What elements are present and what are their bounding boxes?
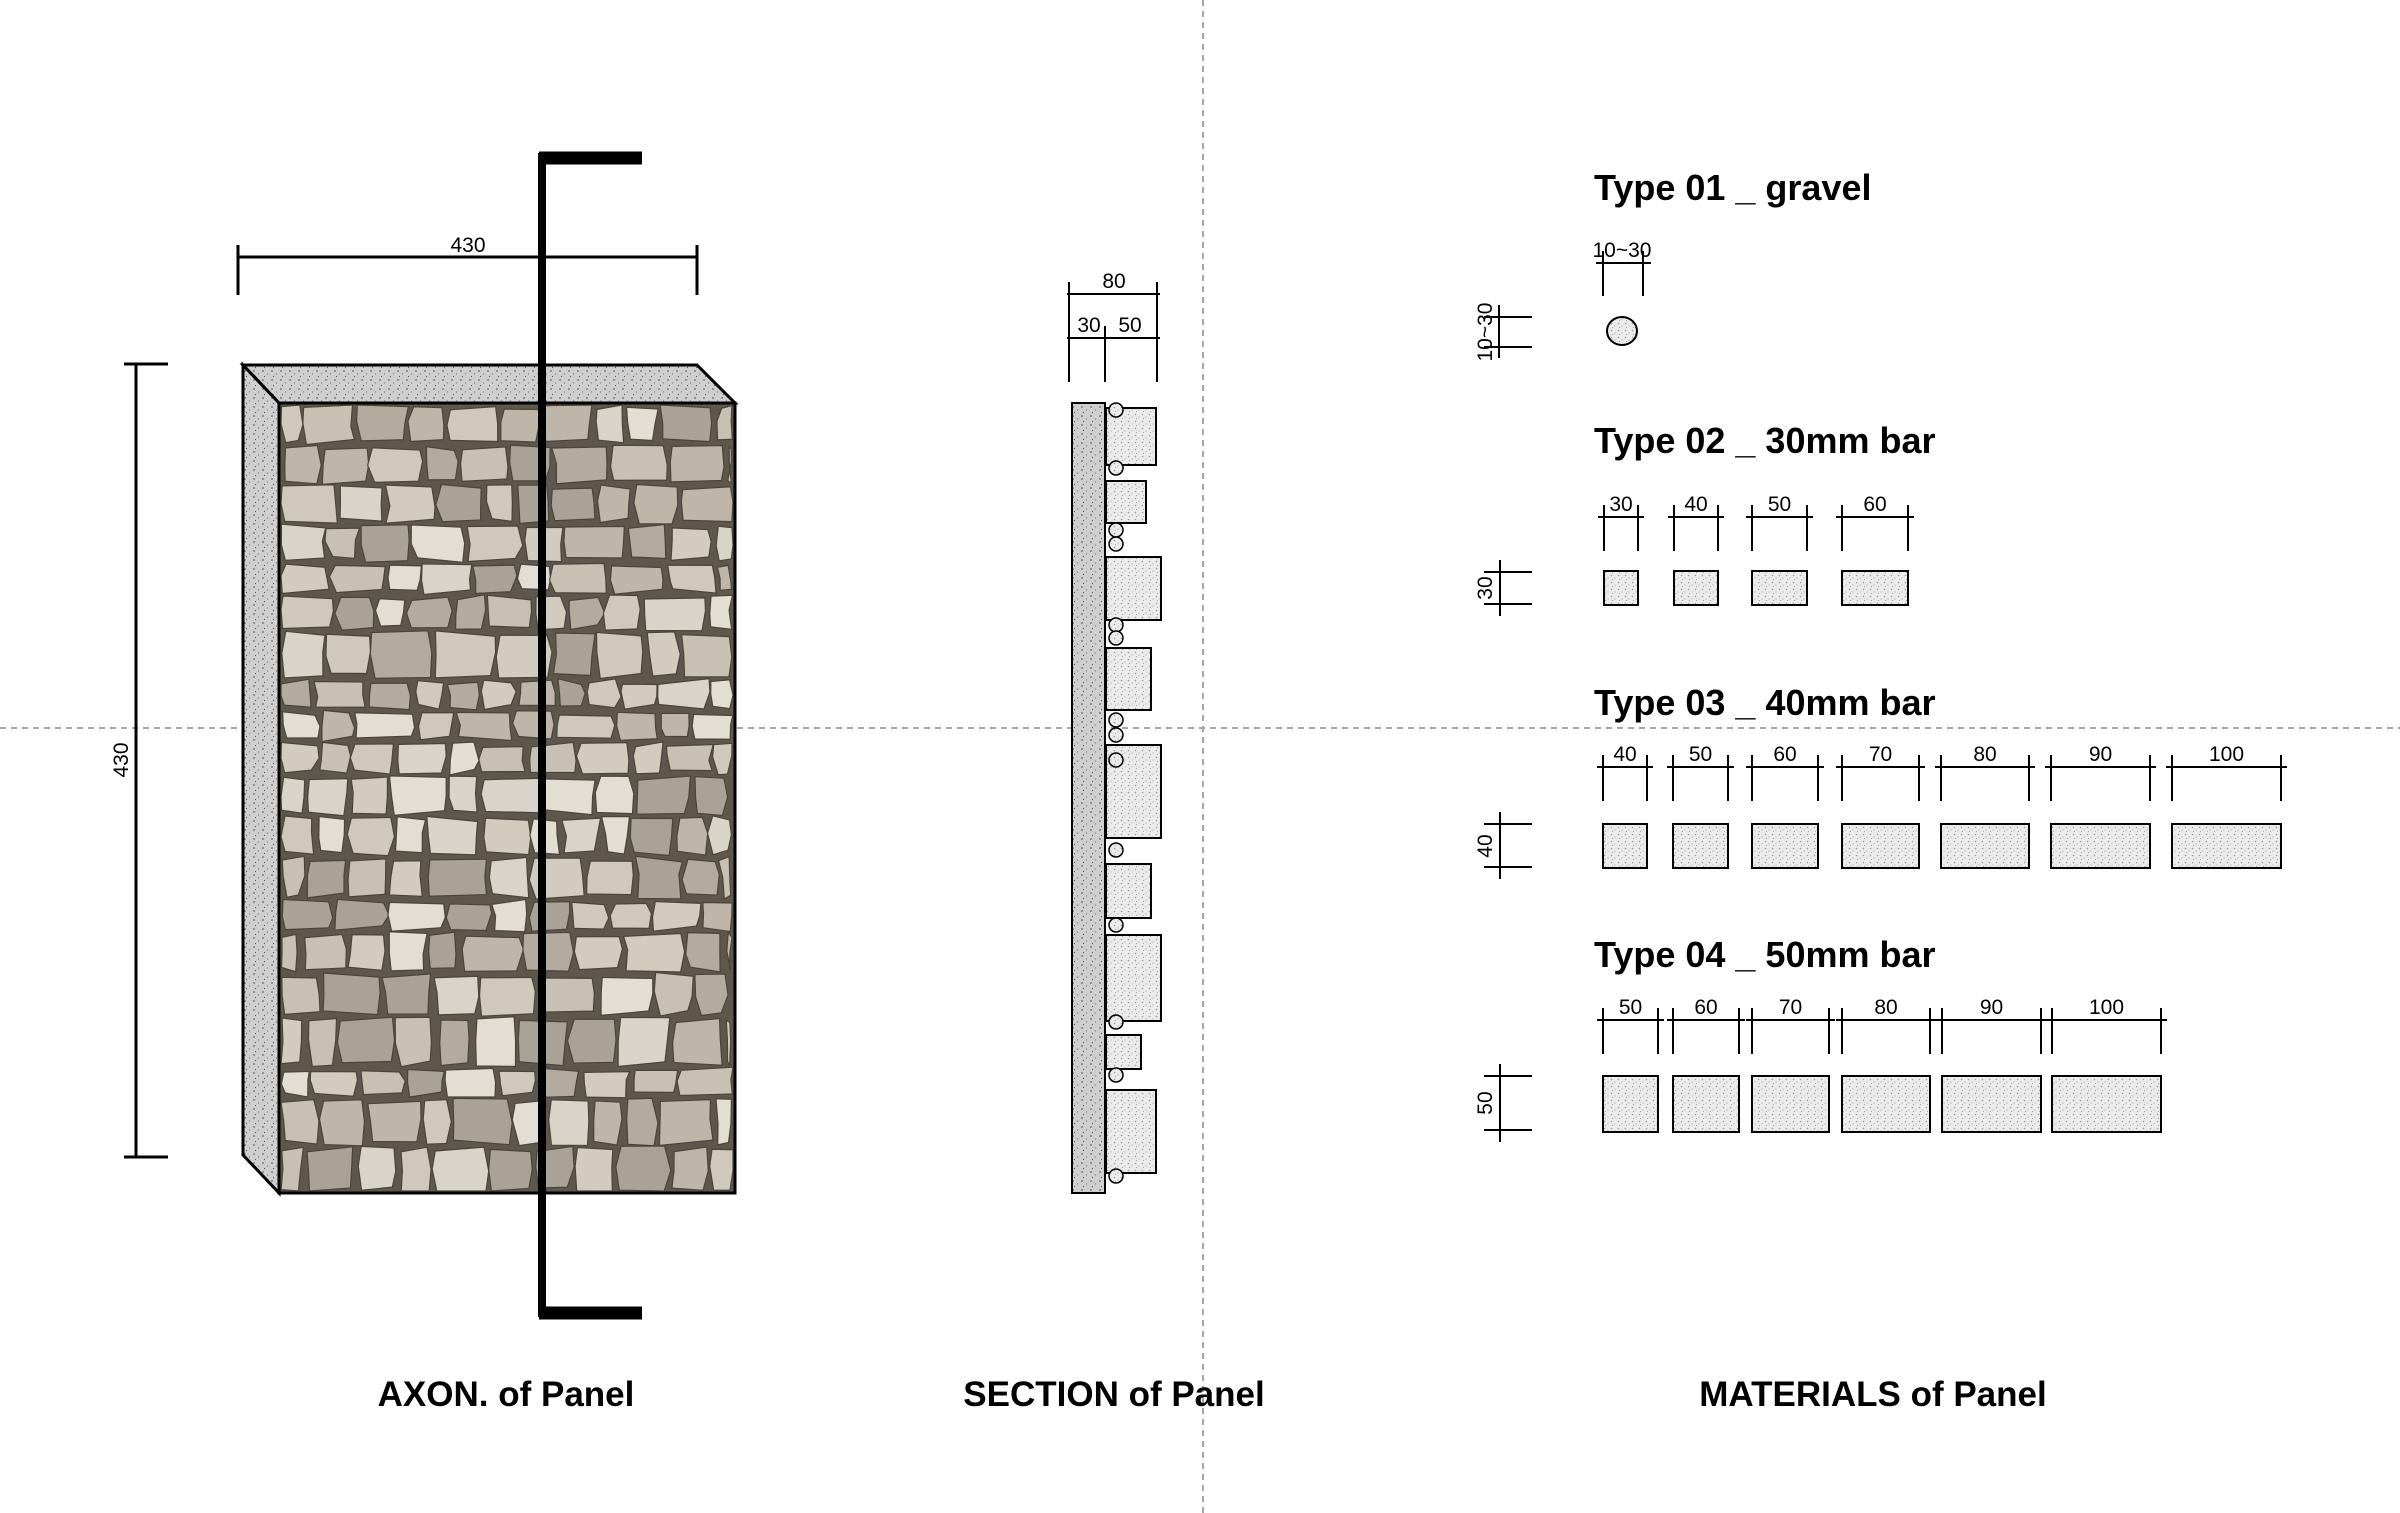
stone-piece: [633, 742, 663, 774]
stone-piece: [281, 777, 305, 813]
stone-piece: [519, 680, 555, 705]
stone-piece: [661, 713, 689, 736]
stone-piece: [340, 486, 382, 521]
axon-height-dimension: [110, 364, 168, 1157]
material-bar: [1673, 1076, 1739, 1132]
gravel-piece: [1607, 317, 1637, 345]
section-stone-block: [1106, 864, 1151, 918]
stone-piece: [326, 634, 371, 673]
stone-piece: [281, 405, 303, 443]
stone-piece: [419, 713, 454, 740]
stone-piece: [281, 1018, 302, 1064]
stone-piece: [692, 714, 733, 739]
stone-piece: [595, 776, 634, 813]
stone-piece: [388, 902, 445, 931]
stone-piece: [281, 524, 325, 560]
material-bar: [1941, 824, 2029, 868]
section-gravel-bead: [1109, 523, 1123, 537]
bar-width-label: 40: [1684, 493, 1708, 516]
type-04-title: Type 04 _ 50mm bar: [1594, 934, 1936, 975]
stone-piece: [587, 861, 634, 895]
stone-piece: [456, 595, 486, 629]
stone-piece: [630, 818, 672, 855]
stone-piece: [407, 597, 453, 628]
stone-piece: [668, 565, 716, 593]
stone-piece: [310, 1071, 357, 1096]
section-gravel-bead: [1109, 728, 1123, 742]
stone-piece: [567, 1019, 616, 1063]
stone-piece: [481, 680, 516, 709]
stone-piece: [621, 684, 657, 709]
stone-piece: [682, 635, 732, 677]
stone-piece: [361, 1071, 405, 1095]
stone-piece: [499, 1071, 535, 1095]
stone-piece: [551, 488, 595, 521]
stone-piece: [303, 405, 355, 444]
stone-piece: [408, 1070, 445, 1098]
bar-width-label: 60: [1863, 493, 1887, 516]
stone-piece: [672, 1147, 708, 1190]
section-stone-block: [1106, 1035, 1141, 1069]
stone-piece: [710, 1149, 733, 1190]
section-part-label-1: 30: [1077, 314, 1101, 337]
stone-piece: [473, 565, 517, 593]
section-gravel-bead: [1109, 537, 1123, 551]
section-gravel-bead: [1109, 618, 1123, 632]
bar-width-label: 90: [1979, 996, 2004, 1019]
stone-piece: [596, 405, 623, 443]
section-concrete-base: [1072, 403, 1105, 1193]
stone-piece: [308, 779, 348, 816]
type-03-height-label: 40: [1474, 834, 1497, 858]
material-type-40mm-bar: [1474, 682, 2287, 879]
materials-caption: MATERIALS of Panel: [1699, 1375, 2047, 1414]
stone-piece: [429, 932, 456, 968]
stone-piece: [282, 900, 332, 930]
stone-piece: [428, 859, 486, 896]
type-02-height-label: 30: [1474, 576, 1497, 600]
stone-piece: [355, 713, 415, 738]
panel-top-face: [243, 365, 735, 403]
stone-piece: [686, 933, 720, 972]
stone-piece: [320, 742, 351, 773]
stone-piece: [695, 777, 728, 816]
stone-piece: [618, 1017, 670, 1066]
stone-piece: [411, 525, 464, 562]
material-type-50mm-bar: [1474, 934, 2167, 1142]
material-bar: [1842, 1076, 1930, 1132]
stone-piece: [587, 679, 621, 708]
stone-piece: [681, 487, 733, 522]
section-caption: SECTION of Panel: [963, 1375, 1265, 1414]
stone-piece: [351, 777, 387, 814]
stone-piece: [484, 818, 531, 854]
stone-piece: [644, 598, 705, 631]
stone-piece: [627, 1098, 658, 1145]
section-gravel-bead: [1109, 631, 1123, 645]
stone-piece: [487, 595, 531, 627]
stone-piece: [682, 859, 719, 895]
section-gravel-bead: [1109, 753, 1123, 767]
stone-piece: [281, 1100, 319, 1144]
stone-piece: [440, 1020, 469, 1065]
stone-piece: [389, 861, 422, 897]
bar-width-label: 60: [1694, 996, 1718, 1019]
bar-width-label: 100: [2208, 743, 2245, 766]
material-bar: [1603, 824, 1647, 868]
stone-piece: [348, 935, 385, 971]
material-bar: [1604, 571, 1638, 605]
stone-piece: [476, 1017, 516, 1067]
stone-piece: [635, 856, 682, 899]
stone-piece: [647, 632, 680, 676]
stone-piece: [489, 1149, 533, 1191]
stone-piece: [711, 680, 733, 709]
stone-piece: [435, 631, 495, 678]
stone-piece: [456, 712, 512, 740]
stone-piece: [389, 932, 427, 971]
stone-piece: [281, 485, 337, 523]
stone-piece: [596, 632, 642, 678]
stone-piece: [434, 976, 479, 1015]
stone-piece: [624, 933, 685, 972]
axon-height-label: 430: [110, 742, 133, 778]
stone-piece: [603, 595, 640, 630]
stone-piece: [538, 978, 594, 1012]
stone-piece: [283, 712, 320, 738]
stone-piece: [462, 936, 523, 971]
stone-piece: [542, 779, 595, 815]
section-gravel-bead: [1109, 1068, 1123, 1082]
section-gravel-bead: [1109, 918, 1123, 932]
stone-piece: [577, 743, 629, 774]
stone-piece: [368, 448, 423, 483]
stone-piece: [557, 715, 615, 738]
stone-piece: [450, 742, 479, 775]
section-dimension-parts: [1067, 314, 1160, 382]
section-gravel-bead: [1109, 1015, 1123, 1029]
material-bar: [2051, 824, 2150, 868]
bar-width-label: 50: [1688, 743, 1713, 766]
stone-piece: [658, 679, 710, 709]
stone-piece: [347, 817, 394, 855]
stone-piece: [553, 633, 595, 675]
stone-piece: [610, 566, 662, 594]
stone-piece: [461, 447, 508, 482]
stone-piece: [634, 485, 678, 524]
stone-piece: [550, 563, 607, 593]
stone-piece: [358, 1146, 395, 1190]
section-total-label: 80: [1102, 270, 1126, 293]
stone-piece: [489, 857, 528, 897]
stone-piece: [369, 683, 410, 709]
material-bar: [1942, 1076, 2041, 1132]
stone-piece: [654, 973, 693, 1016]
stone-piece: [716, 1099, 732, 1145]
material-type-gravel: [1474, 167, 1872, 361]
bar-width-label: 50: [1767, 493, 1792, 516]
stone-piece: [445, 1068, 496, 1097]
stone-piece: [659, 1100, 713, 1146]
material-bar: [1674, 571, 1718, 605]
type-04-bars: [1597, 996, 2167, 1132]
stone-piece: [337, 1017, 394, 1063]
section-stone-block: [1106, 648, 1151, 710]
material-bar: [2172, 824, 2281, 868]
stone-piece: [453, 1098, 512, 1144]
stone-piece: [481, 778, 541, 813]
bar-width-label: 60: [1773, 743, 1797, 766]
stone-piece: [671, 528, 711, 560]
stone-piece: [549, 1100, 589, 1146]
stone-piece: [637, 776, 691, 814]
stone-piece: [401, 1147, 431, 1191]
stone-piece: [335, 899, 389, 930]
stone-piece: [628, 525, 665, 559]
stone-piece: [375, 599, 404, 626]
stone-piece: [323, 973, 380, 1015]
stone-piece: [307, 860, 345, 897]
stone-piece: [562, 818, 601, 853]
stone-piece: [610, 903, 651, 928]
bar-width-label: 70: [1778, 996, 1803, 1019]
section-stone-block: [1106, 557, 1161, 620]
stone-piece: [575, 1147, 613, 1191]
stone-piece: [388, 565, 421, 590]
material-bar: [1842, 571, 1908, 605]
stone-piece: [673, 1019, 723, 1066]
stone-piece: [617, 712, 658, 740]
stone-piece: [695, 974, 728, 1015]
bar-width-label: 80: [1874, 996, 1898, 1019]
stone-piece: [634, 1070, 678, 1092]
stone-piece: [370, 631, 431, 679]
material-bar: [1752, 571, 1807, 605]
stone-piece: [501, 409, 539, 442]
stone-piece: [523, 932, 574, 971]
section-gravel-bead: [1109, 1169, 1123, 1183]
axon-width-label: 430: [450, 234, 486, 257]
stone-piece: [447, 407, 498, 442]
section-stone-blocks: [1106, 403, 1161, 1183]
material-type-30mm-bar: [1474, 420, 1936, 616]
materials-drawing: [1474, 167, 2287, 1142]
stone-piece: [282, 631, 325, 678]
bar-width-label: 30: [1609, 493, 1633, 516]
stone-piece: [564, 526, 624, 558]
type-04-height-label: 50: [1474, 1091, 1497, 1115]
stone-piece: [319, 816, 345, 852]
stone-piece: [436, 485, 481, 522]
section-gravel-bead: [1109, 403, 1123, 417]
stone-piece: [677, 817, 708, 855]
stone-piece: [627, 407, 659, 440]
stone-piece: [335, 597, 374, 630]
stone-piece: [710, 595, 733, 629]
stone-piece: [616, 1146, 671, 1191]
section-drawing: [1067, 270, 1161, 1193]
stone-piece: [716, 526, 733, 561]
stone-piece: [422, 564, 472, 595]
stone-piece: [382, 974, 430, 1014]
stone-piece: [467, 526, 523, 561]
stone-piece: [708, 816, 732, 855]
panel-side-face: [243, 365, 279, 1193]
stone-piece: [492, 899, 527, 931]
stone-piece: [281, 1071, 309, 1097]
stone-piece: [357, 405, 409, 441]
type-03-title: Type 03 _ 40mm bar: [1594, 682, 1936, 723]
stone-piece: [594, 1101, 622, 1145]
bar-width-label: 40: [1613, 743, 1637, 766]
stone-piece: [322, 710, 355, 741]
stone-piece: [423, 1100, 451, 1145]
material-bar: [1752, 824, 1818, 868]
stone-piece: [572, 902, 609, 929]
stone-piece: [314, 681, 365, 707]
stone-piece: [282, 934, 298, 971]
stone-piece: [703, 903, 732, 932]
stone-piece: [667, 745, 714, 771]
stone-piece: [426, 447, 458, 480]
stone-piece: [598, 485, 631, 522]
bar-width-label: 90: [2088, 743, 2113, 766]
section-gravel-bead: [1109, 843, 1123, 857]
stone-piece: [281, 596, 333, 628]
stone-piece: [395, 1017, 431, 1066]
axon-drawing: [110, 153, 735, 1317]
stone-piece: [348, 859, 386, 897]
stone-piece: [416, 681, 444, 709]
stone-piece: [611, 445, 668, 480]
type-01-height-label: 10~30: [1474, 302, 1497, 362]
stone-piece: [281, 816, 314, 854]
stone-piece: [281, 564, 329, 593]
stone-piece: [408, 407, 444, 442]
material-bar: [1752, 1076, 1829, 1132]
stone-piece: [660, 405, 712, 442]
section-stone-block: [1106, 481, 1146, 523]
section-stone-block: [1106, 1090, 1156, 1173]
section-gravel-bead: [1109, 713, 1123, 727]
section-part-label-2: 50: [1118, 314, 1142, 337]
stone-piece: [447, 682, 479, 710]
axon-caption: AXON. of Panel: [377, 1375, 635, 1414]
stone-piece: [368, 1101, 421, 1141]
type-03-bars: [1597, 743, 2287, 868]
stone-piece: [361, 525, 409, 563]
axon-width-dimension: [238, 234, 697, 295]
type-02-title: Type 02 _ 30mm bar: [1594, 420, 1936, 461]
bar-width-label: 70: [1868, 743, 1893, 766]
type-01-title: Type 01 _ gravel: [1594, 167, 1872, 208]
stone-piece: [320, 1100, 365, 1146]
stone-piece: [446, 904, 491, 931]
stone-piece: [601, 977, 653, 1015]
material-bar: [1842, 824, 1919, 868]
bar-width-label: 80: [1973, 743, 1997, 766]
stone-piece: [670, 446, 724, 482]
stone-piece: [529, 902, 569, 932]
stone-piece: [308, 1018, 336, 1066]
stone-piece: [543, 405, 592, 442]
stone-piece: [432, 1147, 489, 1191]
stone-piece: [307, 1147, 353, 1191]
stone-piece: [322, 448, 368, 484]
stone-piece: [285, 446, 321, 484]
material-bar: [1603, 1076, 1658, 1132]
stone-piece: [427, 816, 478, 854]
material-bar: [2052, 1076, 2161, 1132]
stone-piece: [398, 744, 446, 774]
stone-piece: [330, 565, 386, 592]
stone-piece: [449, 776, 477, 812]
type-02-bars: [1598, 493, 1914, 605]
stone-piece: [529, 858, 584, 899]
bar-width-label: 100: [2088, 996, 2125, 1019]
stone-piece: [552, 447, 607, 484]
stone-piece: [281, 679, 311, 707]
stone-piece: [350, 744, 393, 774]
stone-piece: [389, 776, 446, 816]
section-gravel-bead: [1109, 461, 1123, 475]
bar-width-label: 50: [1618, 996, 1643, 1019]
stone-piece: [584, 1072, 630, 1098]
stone-piece: [677, 1067, 733, 1095]
stone-piece: [652, 901, 700, 931]
stone-piece: [479, 747, 525, 772]
stone-piece: [574, 937, 622, 970]
stone-piece: [513, 711, 554, 739]
type-01-width-label: 10~30: [1592, 239, 1652, 262]
stone-piece: [385, 485, 434, 523]
stone-piece: [530, 742, 576, 772]
stone-piece: [480, 977, 536, 1016]
stone-piece: [396, 817, 426, 853]
section-stone-block: [1106, 935, 1161, 1021]
stone-piece: [282, 977, 320, 1014]
stone-piece: [305, 935, 347, 970]
material-bar: [1673, 824, 1728, 868]
